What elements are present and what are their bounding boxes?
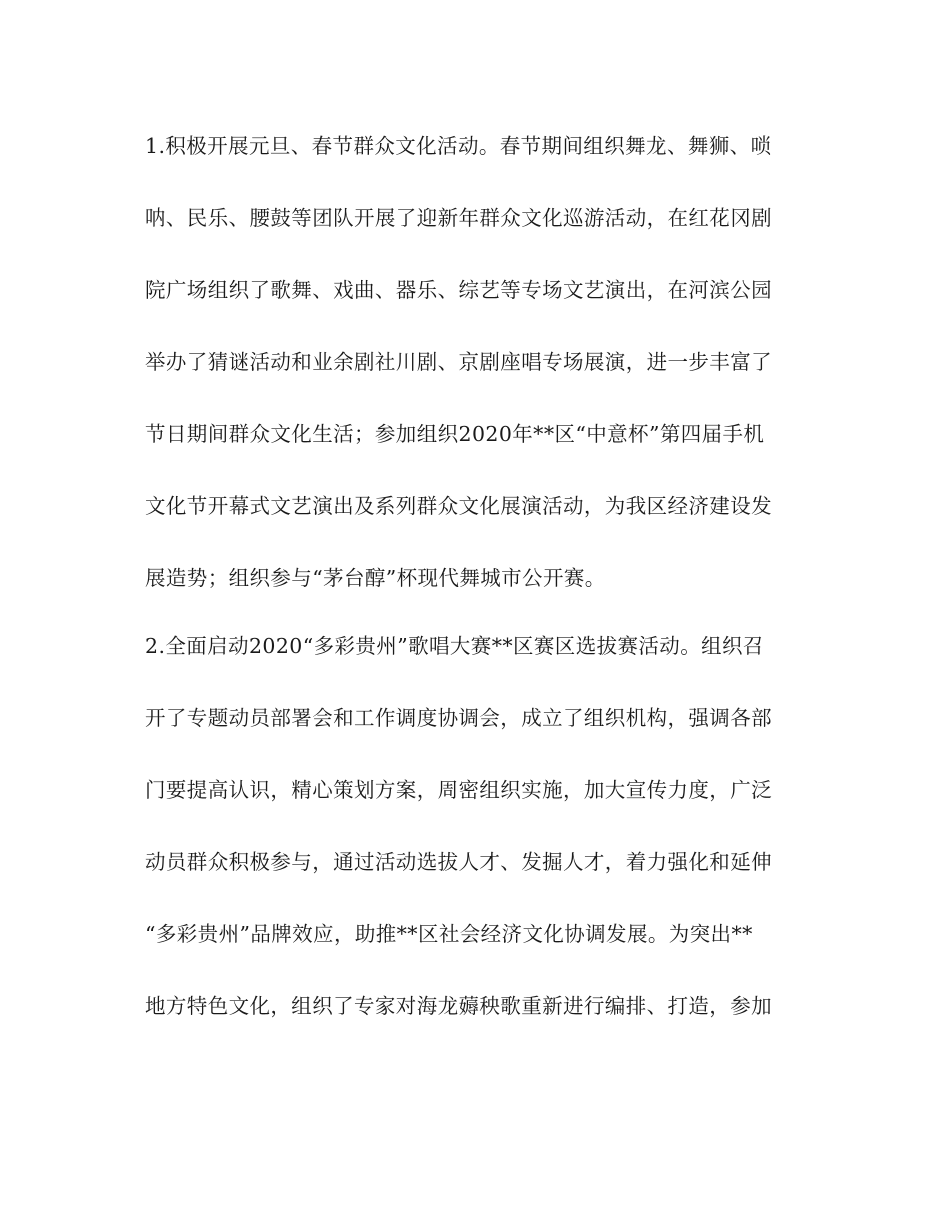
paragraph-1-line-6: 文化节开幕式文艺演出及系列群众文化展演活动，为我区经济建设发 xyxy=(145,494,772,518)
paragraph-1-line-4: 举办了猜谜活动和业余剧社川剧、京剧座唱专场展演，进一步丰富了 xyxy=(145,350,772,374)
paragraph-1-line-1: 1.积极开展元旦、春节群众文化活动。春节期间组织舞龙、舞狮、唢 xyxy=(145,134,772,158)
paragraph-1-line-5: 节日期间群众文化生活；参加组织2020年**区“中意杯”第四届手机 xyxy=(145,422,765,446)
paragraph-2-line-2: 开了专题动员部署会和工作调度协调会，成立了组织机构，强调各部 xyxy=(145,706,772,730)
paragraph-2-line-1: 2.全面启动2020“多彩贵州”歌唱大赛**区赛区选拔赛活动。组织召 xyxy=(145,634,764,658)
paragraph-2-line-3: 门要提高认识，精心策划方案，周密组织实施，加大宣传力度，广泛 xyxy=(145,778,772,802)
paragraph-2-line-6: 地方特色文化，组织了专家对海龙薅秧歌重新进行编排、打造，参加 xyxy=(145,994,772,1018)
paragraph-1-line-2: 呐、民乐、腰鼓等团队开展了迎新年群众文化巡游活动，在红花冈剧 xyxy=(145,206,772,230)
paragraph-2-line-4: 动员群众积极参与，通过活动选拔人才、发掘人才，着力强化和延伸 xyxy=(145,850,772,874)
paragraph-1-line-3: 院广场组织了歌舞、戏曲、器乐、综艺等专场文艺演出，在河滨公园 xyxy=(145,278,772,302)
paragraph-2-line-5: “多彩贵州”品牌效应，助推**区社会经济文化协调发展。为突出** xyxy=(145,922,753,946)
paragraph-1-line-7: 展造势；组织参与“茅台醇”杯现代舞城市公开赛。 xyxy=(145,566,606,590)
